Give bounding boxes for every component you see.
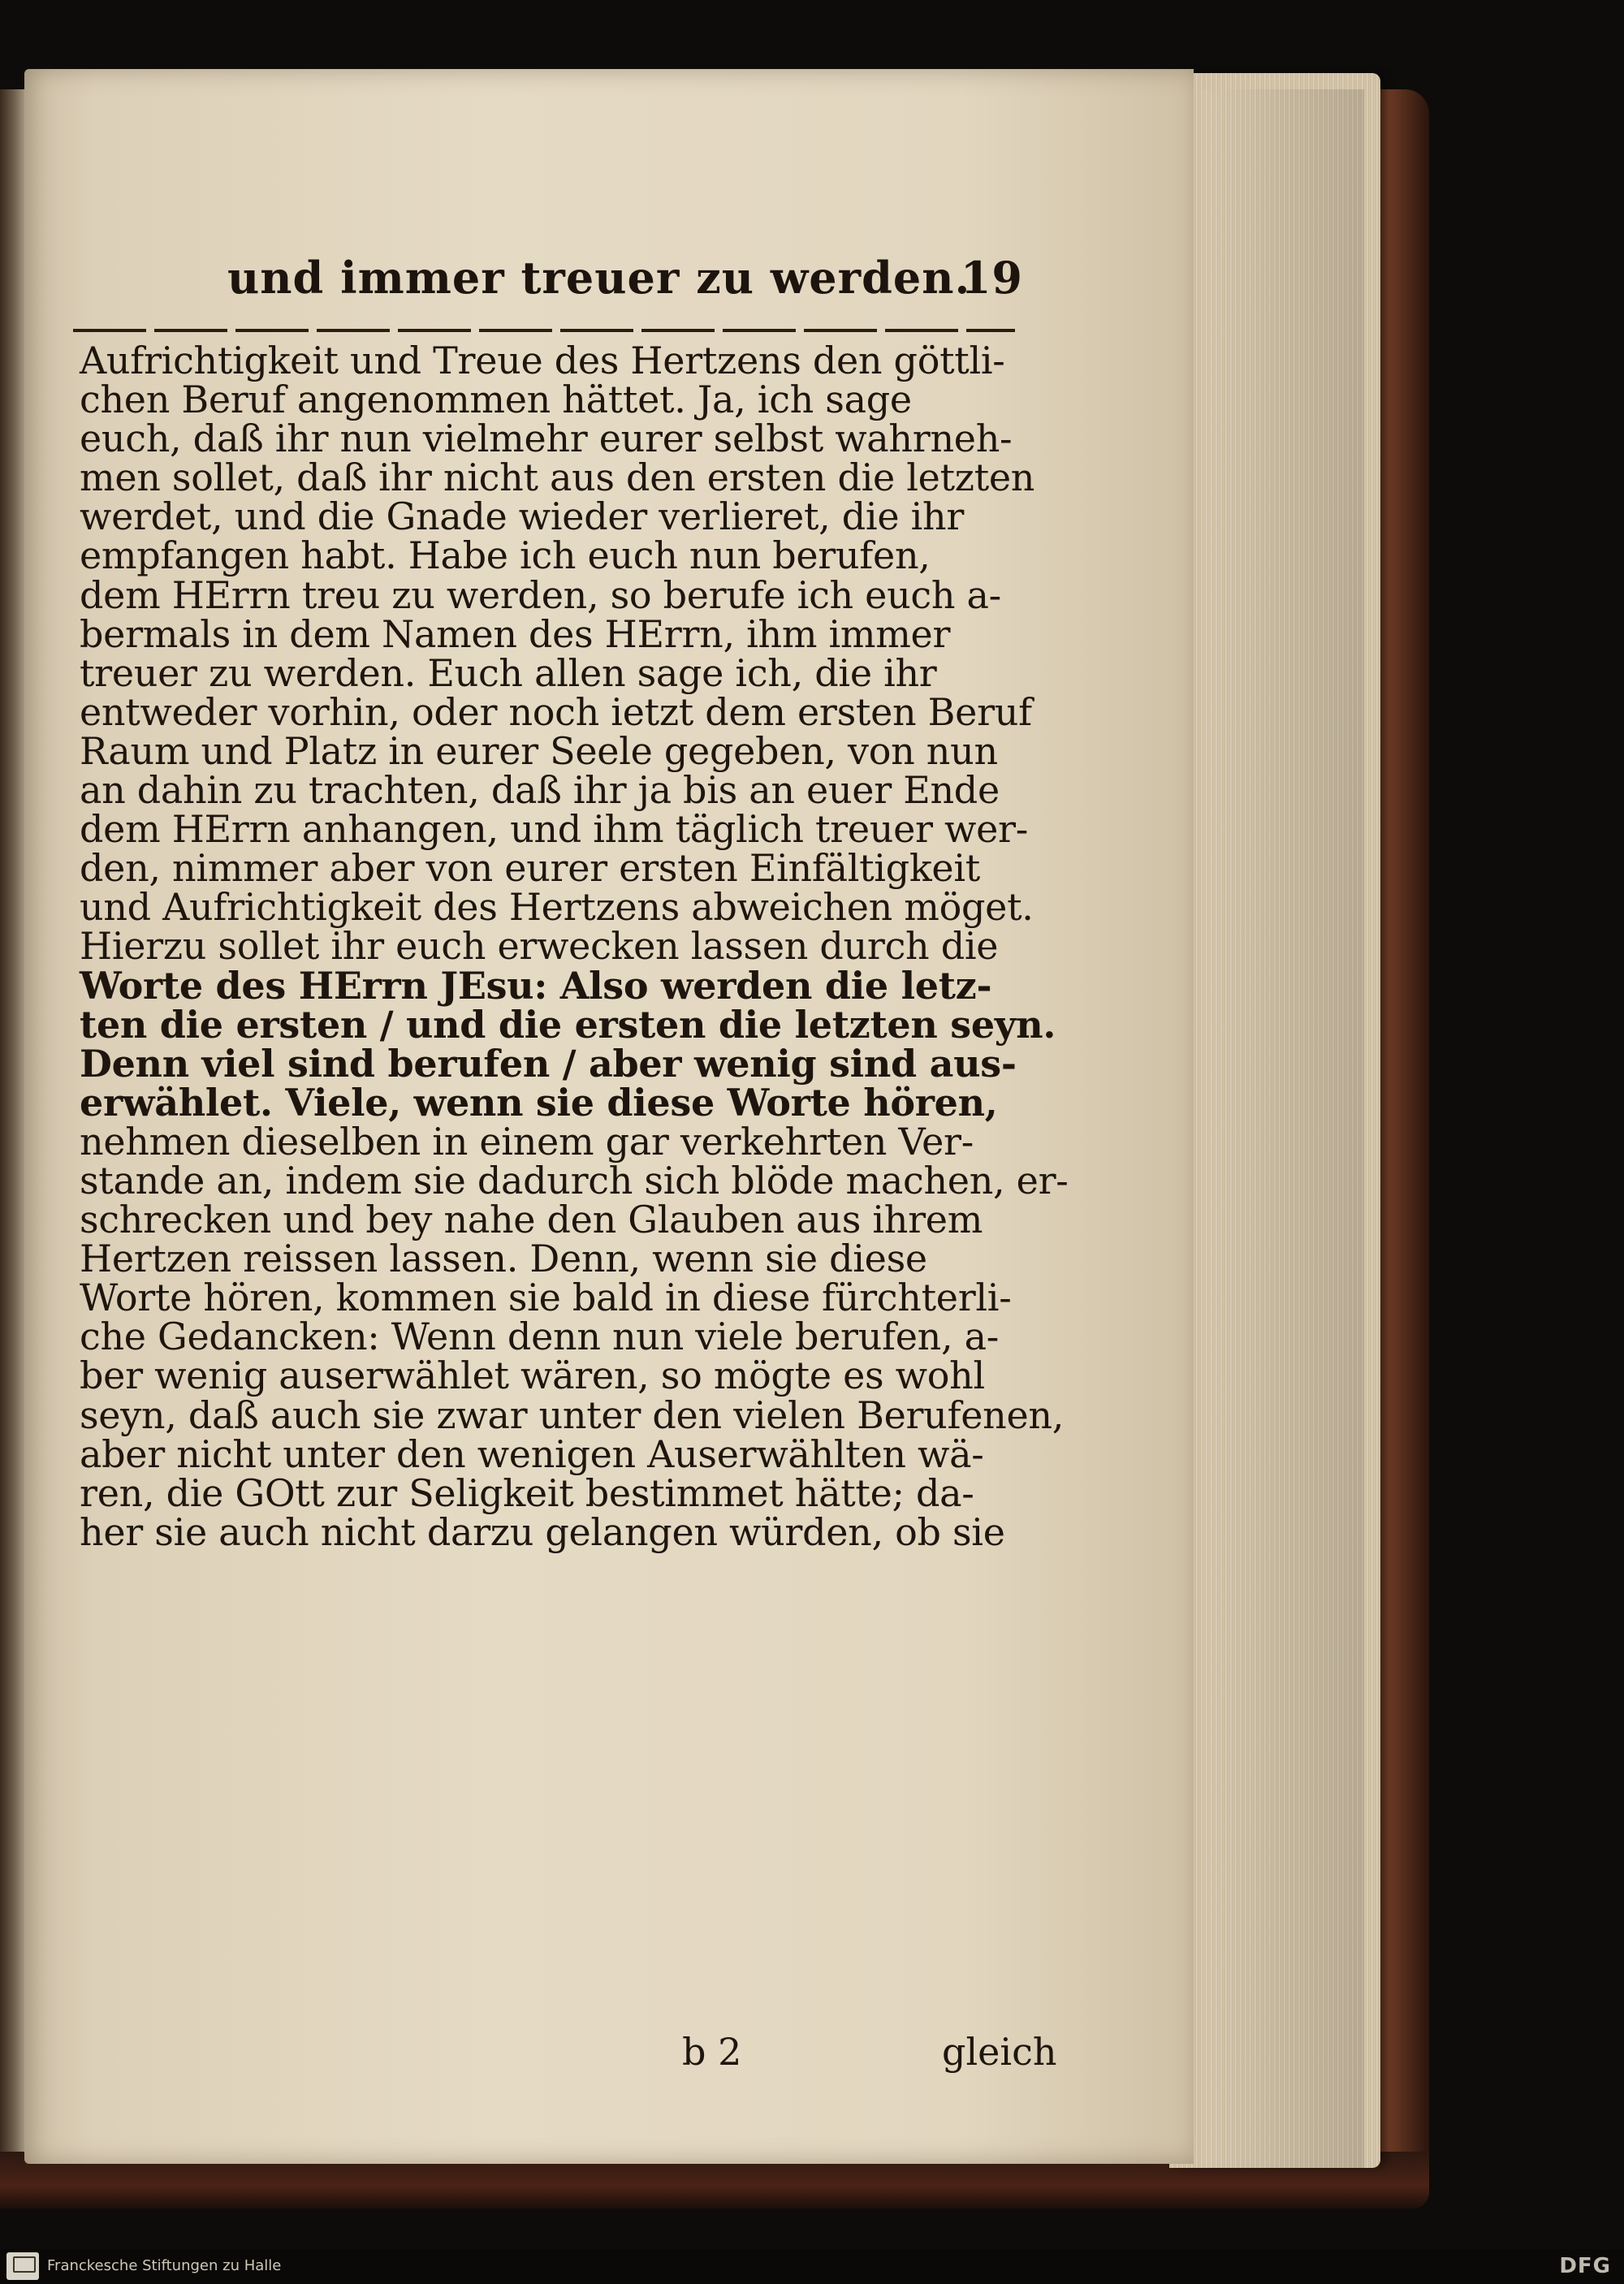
text-line: ber wenig auserwählet wären, so mögte es wohl bbox=[80, 1354, 985, 1398]
text-line: chen Beruf angenommen hättet. Ja, ich sage bbox=[80, 378, 912, 422]
text-line: Hertzen reissen lassen. Denn, wenn sie diese bbox=[80, 1237, 927, 1281]
text-line: erwählet. Viele, wenn sie diese Worte hören, bbox=[80, 1080, 998, 1125]
catchword: gleich bbox=[942, 2030, 1057, 2074]
text-line: dem HErrn treu zu werden, so berufe ich euch a- bbox=[80, 572, 1001, 617]
running-head-title: und immer treuer zu werden. bbox=[227, 252, 971, 304]
running-head bbox=[227, 252, 1023, 317]
text-line: Raum und Platz in eurer Seele gegeben, von nun bbox=[80, 728, 998, 773]
book-page bbox=[24, 69, 1194, 2164]
text-line: stande an, indem sie dadurch sich blöde machen, er- bbox=[80, 1158, 1069, 1202]
institution-logo-icon bbox=[6, 2252, 39, 2280]
page-block-shading bbox=[1202, 89, 1364, 2168]
text-line: euch, daß ihr nun vielmehr eurer selbst wahrneh- bbox=[80, 417, 1013, 461]
text-line: werdet, und die Gnade wieder verlieret, die ihr bbox=[80, 494, 965, 539]
text-line: an dahin zu trachten, daß ihr ja bis an euer Ende bbox=[80, 768, 1000, 813]
institution-label: Franckesche Stiftungen zu Halle bbox=[47, 2257, 282, 2274]
text-line: Worte hören, kommen sie bald in diese fürchterli- bbox=[80, 1276, 1012, 1320]
text-line: aber nicht unter den wenigen Auserwählten wä- bbox=[80, 1431, 984, 1476]
text-line: che Gedancken: Wenn denn nun viele berufen, a- bbox=[80, 1315, 1000, 1359]
text-line: Aufrichtigkeit und Treue des Hertzens den göttli- bbox=[80, 339, 1005, 382]
text-line: schrecken und bey nahe den Glauben aus ihrem bbox=[80, 1198, 983, 1242]
funder-mark: DFG bbox=[1559, 2254, 1611, 2278]
text-line: dem HErrn anhangen, und ihm täglich treuer wer- bbox=[80, 807, 1028, 852]
text-line: den, nimmer aber von eurer ersten Einfältigkeit bbox=[80, 846, 980, 891]
text-line: treuer zu werden. Euch allen sage ich, die ihr bbox=[80, 650, 937, 695]
head-rule bbox=[73, 329, 1015, 332]
text-line: Hierzu sollet ihr euch erwecken lassen durch die bbox=[80, 924, 999, 969]
body-text bbox=[80, 339, 1069, 1554]
text-line: empfangen habt. Habe ich euch nun berufen, bbox=[80, 533, 931, 578]
text-line: Worte des HErrn JEsu: Also werden die letz- bbox=[80, 963, 992, 1008]
viewer-footer-bar bbox=[0, 2249, 1624, 2284]
text-line: her sie auch nicht darzu gelangen würden, ob sie bbox=[80, 1509, 1005, 1554]
text-line: und Aufrichtigkeit des Hertzens abweichen möget. bbox=[80, 885, 1034, 930]
text-line: nehmen dieselben in einem gar verkehrten Ver- bbox=[80, 1119, 974, 1164]
text-line: Denn viel sind berufen / aber wenig sind aus- bbox=[80, 1041, 1017, 1086]
page-number: 19 bbox=[960, 252, 1023, 304]
text-line: ren, die GOtt zur Seligkeit bestimmet hätte; da- bbox=[80, 1470, 974, 1515]
text-line: bermals in dem Namen des HErrn, ihm immer bbox=[80, 611, 951, 656]
signature-mark: b 2 bbox=[682, 2030, 742, 2074]
text-line: men sollet, daß ihr nicht aus den ersten die letzten bbox=[80, 456, 1035, 500]
text-line: ten die ersten / und die ersten die letzten seyn. bbox=[80, 1002, 1056, 1047]
text-line: entweder vorhin, oder noch ietzt dem ersten Beruf bbox=[80, 689, 1032, 734]
text-line: seyn, daß auch sie zwar unter den vielen Berufenen, bbox=[80, 1392, 1065, 1437]
